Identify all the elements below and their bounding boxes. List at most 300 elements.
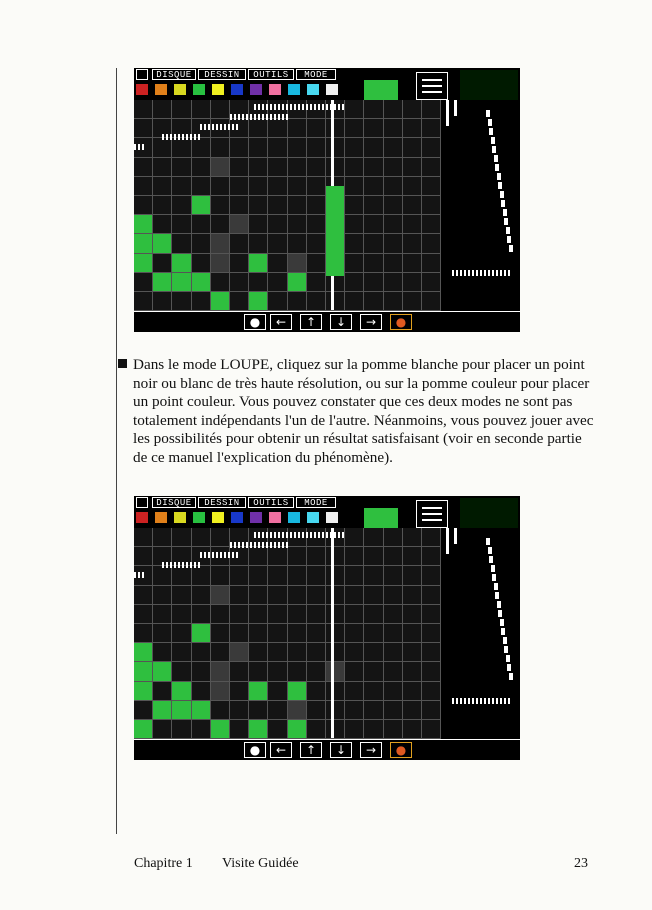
grid-cell[interactable] (288, 566, 307, 585)
grid-cell[interactable] (403, 119, 422, 138)
grid-cell[interactable] (422, 586, 441, 605)
palette-swatch[interactable] (212, 84, 224, 95)
grid-cell[interactable] (268, 234, 287, 253)
grid-cell[interactable] (345, 292, 364, 311)
palette-swatch[interactable] (174, 84, 186, 95)
grid-cell[interactable] (134, 292, 153, 311)
grid-cell[interactable] (192, 720, 211, 739)
grid-cell[interactable] (364, 273, 383, 292)
grid-cell[interactable] (153, 158, 172, 177)
grid-cell[interactable] (345, 158, 364, 177)
grid-cell[interactable] (403, 138, 422, 157)
grid-cell[interactable] (422, 215, 441, 234)
grid-cell[interactable] (153, 586, 172, 605)
grid-cell[interactable] (422, 528, 441, 547)
grid-cell[interactable] (211, 720, 230, 739)
grid-cell[interactable] (249, 196, 268, 215)
palette-swatch[interactable] (212, 512, 224, 523)
grid-cell[interactable] (153, 528, 172, 547)
grid-cell[interactable] (172, 566, 191, 585)
grid-cell[interactable] (364, 177, 383, 196)
grid-cell[interactable] (249, 292, 268, 311)
grid-cell[interactable] (364, 662, 383, 681)
grid-cell[interactable] (134, 528, 153, 547)
grid-cell[interactable] (192, 234, 211, 253)
grid-cell[interactable] (172, 662, 191, 681)
grid-cell[interactable] (307, 177, 326, 196)
grid-cell[interactable] (422, 234, 441, 253)
grid-cell[interactable] (345, 254, 364, 273)
grid-cell[interactable] (307, 662, 326, 681)
grid-cell[interactable] (364, 138, 383, 157)
grid-cell[interactable] (403, 273, 422, 292)
grid-cell[interactable] (172, 100, 191, 119)
grid-cell[interactable] (211, 234, 230, 253)
menu-disque[interactable]: DISQUE (152, 69, 196, 80)
grid-cell[interactable] (403, 701, 422, 720)
grid-cell[interactable] (192, 528, 211, 547)
grid-cell[interactable] (134, 273, 153, 292)
grid-cell[interactable] (422, 624, 441, 643)
grid-cell[interactable] (288, 292, 307, 311)
grid-cell[interactable] (153, 215, 172, 234)
grid-cell[interactable] (326, 605, 345, 624)
palette-swatch[interactable] (307, 512, 319, 523)
grid-cell[interactable] (384, 138, 403, 157)
grid-cell[interactable] (172, 605, 191, 624)
grid-cell[interactable] (403, 720, 422, 739)
grid-cell[interactable] (172, 215, 191, 234)
grid-cell[interactable] (307, 605, 326, 624)
grid-cell[interactable] (307, 643, 326, 662)
grid-cell[interactable] (403, 158, 422, 177)
grid-cell[interactable] (422, 292, 441, 311)
grid-cell[interactable] (230, 662, 249, 681)
grid-cell[interactable] (211, 643, 230, 662)
grid-cell[interactable] (364, 701, 383, 720)
grid-cell[interactable] (403, 100, 422, 119)
grid-cell[interactable] (230, 158, 249, 177)
grid-cell[interactable] (230, 566, 249, 585)
grid-cell[interactable] (134, 215, 153, 234)
grid-cell[interactable] (249, 605, 268, 624)
grid-cell[interactable] (403, 682, 422, 701)
grid-cell[interactable] (403, 196, 422, 215)
grid-cell[interactable] (422, 138, 441, 157)
grid-cell[interactable] (211, 586, 230, 605)
grid-cell[interactable] (422, 254, 441, 273)
down-arrow-button[interactable]: ↓ (330, 742, 352, 758)
grid-cell[interactable] (345, 234, 364, 253)
grid-cell[interactable] (134, 586, 153, 605)
close-box-icon[interactable] (136, 69, 148, 80)
grid-cell[interactable] (288, 138, 307, 157)
grid-cell[interactable] (192, 215, 211, 234)
grid-cell[interactable] (134, 643, 153, 662)
palette-swatch[interactable] (250, 84, 262, 95)
grid-cell[interactable] (211, 100, 230, 119)
grid-cell[interactable] (345, 720, 364, 739)
grid-cell[interactable] (211, 528, 230, 547)
grid-cell[interactable] (364, 254, 383, 273)
grid-cell[interactable] (230, 177, 249, 196)
grid-cell[interactable] (192, 624, 211, 643)
grid-cell[interactable] (307, 138, 326, 157)
grid-cell[interactable] (364, 100, 383, 119)
grid-cell[interactable] (249, 254, 268, 273)
grid-cell[interactable] (384, 605, 403, 624)
window-icon[interactable] (416, 72, 448, 100)
grid-cell[interactable] (268, 177, 287, 196)
palette-swatch[interactable] (231, 84, 243, 95)
grid-cell[interactable] (364, 605, 383, 624)
grid-cell[interactable] (134, 547, 153, 566)
grid-cell[interactable] (403, 586, 422, 605)
grid-cell[interactable] (192, 100, 211, 119)
grid-cell[interactable] (172, 701, 191, 720)
grid-cell[interactable] (172, 254, 191, 273)
grid-cell[interactable] (153, 196, 172, 215)
grid-cell[interactable] (249, 643, 268, 662)
grid-cell[interactable] (384, 624, 403, 643)
grid-cell[interactable] (134, 624, 153, 643)
grid-cell[interactable] (230, 234, 249, 253)
grid-cell[interactable] (307, 215, 326, 234)
grid-cell[interactable] (307, 586, 326, 605)
down-arrow-button[interactable]: ↓ (330, 314, 352, 330)
grid-cell[interactable] (268, 273, 287, 292)
grid-cell[interactable] (134, 701, 153, 720)
grid-cell[interactable] (384, 273, 403, 292)
palette-swatch[interactable] (288, 512, 300, 523)
grid-cell[interactable] (422, 196, 441, 215)
grid-cell[interactable] (172, 273, 191, 292)
grid-cell[interactable] (345, 643, 364, 662)
grid-cell[interactable] (422, 643, 441, 662)
grid-cell[interactable] (249, 720, 268, 739)
grid-cell[interactable] (211, 273, 230, 292)
grid-cell[interactable] (288, 547, 307, 566)
grid-cell[interactable] (384, 528, 403, 547)
palette-swatch[interactable] (307, 84, 319, 95)
grid-cell[interactable] (172, 158, 191, 177)
grid-cell[interactable] (192, 254, 211, 273)
grid-cell[interactable] (230, 254, 249, 273)
grid-cell[interactable] (134, 234, 153, 253)
menu-dessin[interactable]: DESSIN (198, 69, 246, 80)
grid-cell[interactable] (172, 720, 191, 739)
grid-cell[interactable] (288, 624, 307, 643)
grid-cell[interactable] (153, 292, 172, 311)
grid-cell[interactable] (172, 234, 191, 253)
grid-cell[interactable] (134, 254, 153, 273)
grid-cell[interactable] (422, 100, 441, 119)
grid-cell[interactable] (384, 119, 403, 138)
grid-cell[interactable] (403, 215, 422, 234)
grid-cell[interactable] (384, 547, 403, 566)
grid-cell[interactable] (134, 119, 153, 138)
palette-swatch[interactable] (155, 512, 167, 523)
grid-cell[interactable] (153, 701, 172, 720)
grid-cell[interactable] (345, 528, 364, 547)
grid-cell[interactable] (384, 662, 403, 681)
grid-cell[interactable] (211, 662, 230, 681)
grid-cell[interactable] (211, 701, 230, 720)
grid-cell[interactable] (230, 273, 249, 292)
grid-cell[interactable] (307, 682, 326, 701)
grid-cell[interactable] (403, 566, 422, 585)
grid-cell[interactable] (172, 292, 191, 311)
grid-cell[interactable] (192, 662, 211, 681)
grid-cell[interactable] (249, 215, 268, 234)
right-arrow-button[interactable]: → (360, 742, 382, 758)
grid-cell[interactable] (288, 158, 307, 177)
grid-cell[interactable] (307, 234, 326, 253)
grid-cell[interactable] (268, 643, 287, 662)
grid-cell[interactable] (211, 682, 230, 701)
grid-cell[interactable] (307, 158, 326, 177)
grid-cell[interactable] (422, 566, 441, 585)
grid-cell[interactable] (268, 158, 287, 177)
grid-cell[interactable] (288, 273, 307, 292)
grid-cell[interactable] (288, 234, 307, 253)
grid-cell[interactable] (192, 292, 211, 311)
grid-cell[interactable] (288, 662, 307, 681)
grid-cell[interactable] (192, 605, 211, 624)
grid-cell[interactable] (403, 254, 422, 273)
grid-cell[interactable] (134, 100, 153, 119)
grid-cell[interactable] (211, 138, 230, 157)
grid-cell[interactable] (268, 196, 287, 215)
grid-cell[interactable] (249, 701, 268, 720)
menu-dessin[interactable]: DESSIN (198, 497, 246, 508)
grid-cell[interactable] (307, 119, 326, 138)
grid-cell[interactable] (326, 662, 345, 681)
grid-cell[interactable] (192, 138, 211, 157)
grid-cell[interactable] (268, 254, 287, 273)
grid-cell[interactable] (288, 586, 307, 605)
grid-cell[interactable] (288, 177, 307, 196)
grid-cell[interactable] (364, 586, 383, 605)
grid-cell[interactable] (211, 624, 230, 643)
right-arrow-button[interactable]: → (360, 314, 382, 330)
grid-cell[interactable] (230, 605, 249, 624)
grid-cell[interactable] (307, 547, 326, 566)
grid-cell[interactable] (345, 624, 364, 643)
grid-cell[interactable] (422, 273, 441, 292)
grid-cell[interactable] (422, 547, 441, 566)
grid-cell[interactable] (345, 662, 364, 681)
palette-swatch[interactable] (174, 512, 186, 523)
grid-cell[interactable] (192, 273, 211, 292)
grid-cell[interactable] (153, 624, 172, 643)
grid-cell[interactable] (345, 100, 364, 119)
grid-cell[interactable] (268, 215, 287, 234)
grid-cell[interactable] (307, 292, 326, 311)
grid-cell[interactable] (192, 701, 211, 720)
grid-cell[interactable] (307, 196, 326, 215)
grid-cell[interactable] (422, 605, 441, 624)
grid-cell[interactable] (364, 566, 383, 585)
grid-cell[interactable] (230, 682, 249, 701)
grid-cell[interactable] (268, 566, 287, 585)
grid-cell[interactable] (384, 215, 403, 234)
grid-cell[interactable] (384, 158, 403, 177)
grid-cell[interactable] (268, 662, 287, 681)
grid-cell[interactable] (345, 138, 364, 157)
grid-cell[interactable] (384, 586, 403, 605)
grid-cell[interactable] (268, 119, 287, 138)
grid-cell[interactable] (307, 273, 326, 292)
grid-cell[interactable] (230, 624, 249, 643)
grid-cell[interactable] (326, 586, 345, 605)
grid-cell[interactable] (153, 100, 172, 119)
grid-cell[interactable] (364, 292, 383, 311)
grid-cell[interactable] (422, 662, 441, 681)
grid-cell[interactable] (172, 643, 191, 662)
grid-cell[interactable] (249, 682, 268, 701)
menu-mode[interactable]: MODE (296, 69, 336, 80)
grid-cell[interactable] (211, 254, 230, 273)
grid-cell[interactable] (249, 119, 268, 138)
grid-cell[interactable] (384, 566, 403, 585)
grid-cell[interactable] (268, 138, 287, 157)
grid-cell[interactable] (268, 547, 287, 566)
grid-cell[interactable] (345, 566, 364, 585)
grid-cell[interactable] (403, 624, 422, 643)
color-apple-button[interactable] (390, 314, 412, 330)
grid-cell[interactable] (268, 586, 287, 605)
grid-cell[interactable] (403, 234, 422, 253)
grid-cell[interactable] (268, 624, 287, 643)
grid-cell[interactable] (384, 177, 403, 196)
grid-cell[interactable] (153, 643, 172, 662)
grid-cell[interactable] (364, 624, 383, 643)
menu-outils[interactable]: OUTILS (248, 497, 294, 508)
grid-cell[interactable] (134, 196, 153, 215)
grid-cell[interactable] (384, 720, 403, 739)
grid-cell[interactable] (249, 566, 268, 585)
grid-cell[interactable] (268, 720, 287, 739)
grid-cell[interactable] (153, 605, 172, 624)
grid-cell[interactable] (230, 292, 249, 311)
grid-cell[interactable] (153, 662, 172, 681)
grid-cell[interactable] (307, 624, 326, 643)
grid-cell[interactable] (326, 701, 345, 720)
up-arrow-button[interactable]: ↑ (300, 314, 322, 330)
menu-disque[interactable]: DISQUE (152, 497, 196, 508)
grid-cell[interactable] (345, 547, 364, 566)
grid-cell[interactable] (364, 119, 383, 138)
grid-cell[interactable] (326, 682, 345, 701)
grid-cell[interactable] (364, 215, 383, 234)
grid-cell[interactable] (345, 701, 364, 720)
grid-cell[interactable] (307, 701, 326, 720)
grid-cell[interactable] (422, 720, 441, 739)
grid-cell[interactable] (288, 605, 307, 624)
grid-cell[interactable] (288, 682, 307, 701)
grid-cell[interactable] (211, 158, 230, 177)
grid-cell[interactable] (326, 566, 345, 585)
grid-cell[interactable] (268, 682, 287, 701)
grid-cell[interactable] (230, 586, 249, 605)
grid-cell[interactable] (134, 662, 153, 681)
grid-cell[interactable] (345, 273, 364, 292)
grid-cell[interactable] (211, 292, 230, 311)
grid-cell[interactable] (384, 682, 403, 701)
grid-cell[interactable] (384, 100, 403, 119)
grid-cell[interactable] (326, 720, 345, 739)
palette-swatch[interactable] (136, 512, 148, 523)
grid-cell[interactable] (403, 292, 422, 311)
grid-cell[interactable] (153, 682, 172, 701)
palette-swatch[interactable] (269, 512, 281, 523)
grid-cell[interactable] (268, 605, 287, 624)
grid-cell[interactable] (249, 138, 268, 157)
palette-swatch[interactable] (326, 84, 338, 95)
grid-cell[interactable] (134, 720, 153, 739)
grid-cell[interactable] (403, 528, 422, 547)
palette-swatch[interactable] (288, 84, 300, 95)
grid-cell[interactable] (326, 158, 345, 177)
grid-cell[interactable] (403, 547, 422, 566)
grid-cell[interactable] (134, 605, 153, 624)
grid-cell[interactable] (153, 138, 172, 157)
grid-cell[interactable] (192, 158, 211, 177)
palette-swatch[interactable] (155, 84, 167, 95)
grid-cell[interactable] (326, 643, 345, 662)
grid-cell[interactable] (288, 643, 307, 662)
grid-cell[interactable] (364, 643, 383, 662)
grid-cell[interactable] (345, 682, 364, 701)
grid-cell[interactable] (172, 682, 191, 701)
grid-cell[interactable] (364, 720, 383, 739)
grid-cell[interactable] (422, 158, 441, 177)
grid-cell[interactable] (345, 605, 364, 624)
grid-cell[interactable] (345, 215, 364, 234)
left-arrow-button[interactable]: ← (270, 314, 292, 330)
grid-cell[interactable] (364, 547, 383, 566)
grid-cell[interactable] (403, 605, 422, 624)
grid-cell[interactable] (422, 701, 441, 720)
grid-cell[interactable] (230, 701, 249, 720)
grid-cell[interactable] (268, 701, 287, 720)
grid-cell[interactable] (172, 138, 191, 157)
grid-cell[interactable] (288, 254, 307, 273)
grid-cell[interactable] (230, 196, 249, 215)
grid-cell[interactable] (153, 234, 172, 253)
palette-swatch[interactable] (193, 512, 205, 523)
up-arrow-button[interactable]: ↑ (300, 742, 322, 758)
grid-cell[interactable] (230, 215, 249, 234)
grid-cell[interactable] (211, 605, 230, 624)
grid-cell[interactable] (326, 138, 345, 157)
grid-cell[interactable] (307, 254, 326, 273)
grid-cell[interactable] (249, 586, 268, 605)
grid-cell[interactable] (192, 566, 211, 585)
grid-cell[interactable] (288, 720, 307, 739)
grid-cell[interactable] (288, 196, 307, 215)
grid-cell[interactable] (403, 177, 422, 196)
color-apple-button[interactable] (390, 742, 412, 758)
palette-swatch[interactable] (250, 512, 262, 523)
grid-cell[interactable] (249, 273, 268, 292)
grid-cell[interactable] (153, 177, 172, 196)
grid-cell[interactable] (153, 720, 172, 739)
grid-cell[interactable] (192, 196, 211, 215)
grid-cell[interactable] (192, 643, 211, 662)
grid-cell[interactable] (345, 177, 364, 196)
